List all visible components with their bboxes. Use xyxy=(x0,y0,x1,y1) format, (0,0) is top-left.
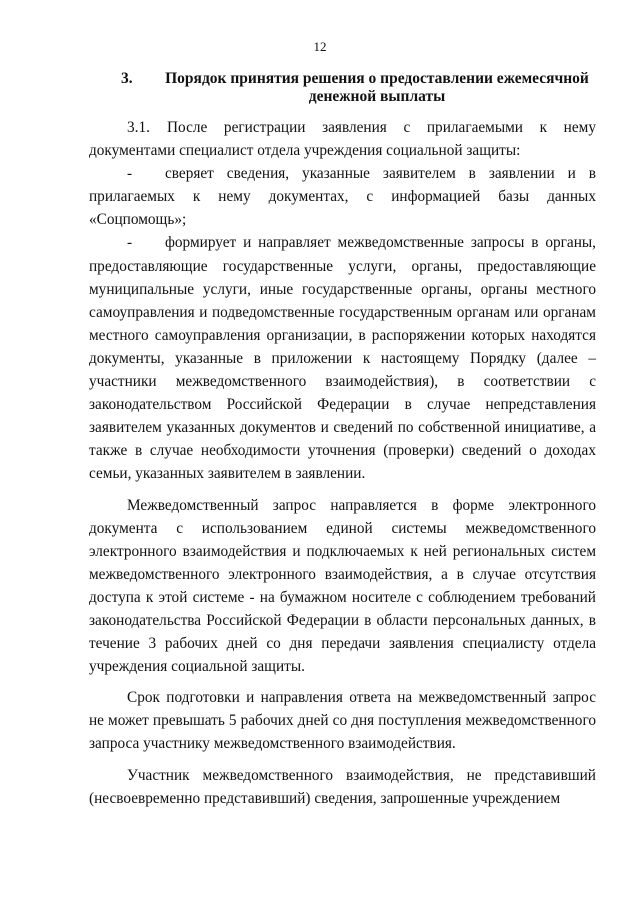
paragraph-interagency-request: Межведомственный запрос направляется в форме электронного документа с использованием единой системы межведомственного электронного взаимодействия и подключаемых к ней региональных систем межведомственного электронного взаимодействия, а в случае отсутствия доступа к этой системе - на бумажном носителе с соблюдением требований законодательства Российской Федерации в области персональных данных, в течение 3 рабочих дней со дня передачи заявления специалисту отдела учреждения социальной защиты. xyxy=(89,496,596,676)
document-body xyxy=(89,116,596,810)
section-heading xyxy=(121,70,596,106)
list-item xyxy=(89,231,596,485)
section-title: Порядок принятия решения о предоставлении ежемесячной денежной выплаты xyxy=(165,70,589,105)
section-number: 3. xyxy=(121,70,133,87)
page-number: 12 xyxy=(313,39,327,54)
list-item-marker: - xyxy=(127,234,133,252)
clause-number: 3.1. xyxy=(127,119,150,136)
list-item-text: формирует и направляет межведомственные запросы в органы, предоставляющие государственные услуги, органы, предоставляющие муниципальные услуги, иные государственные органы, органы местного самоуправления и подведомственные государственным органам или органам местного самоуправления организации, в распоряжении которых находятся документы, указанные в приложении к настоящему Порядку (далее – участники межведомственного взаимодействия), в соответствии с законодательством Российской Федерации в случае непредставления заявителем указанных документов и сведений по собственной инициативе, а также в случае необходимости уточнения (проверки) сведений о доходах семьи, указанных заявителем в заявлении. xyxy=(89,234,596,483)
paragraph-participant-liability: Участник межведомственного взаимодействия, не представивший (несвоевременно представивший) сведения, запрошенные учреждением xyxy=(89,766,596,807)
list-item-text: сверяет сведения, указанные заявителем в заявлении и в прилагаемых к нему документах, с информацией базы данных «Соцпомощь»; xyxy=(89,165,596,229)
paragraph-response-deadline: Срок подготовки и направления ответа на межведомственный запрос не может превышать 5 рабочих дней со дня поступления межведомственного запроса участнику межведомственного взаимодействия. xyxy=(89,689,596,753)
list-item xyxy=(89,162,596,231)
clause-3-1-paragraph xyxy=(89,116,596,162)
list-item-marker: - xyxy=(127,165,133,183)
clause-intro-text: После регистрации заявления с прилагаемыми к нему документами специалист отдела учреждения социальной защиты: xyxy=(89,119,596,160)
